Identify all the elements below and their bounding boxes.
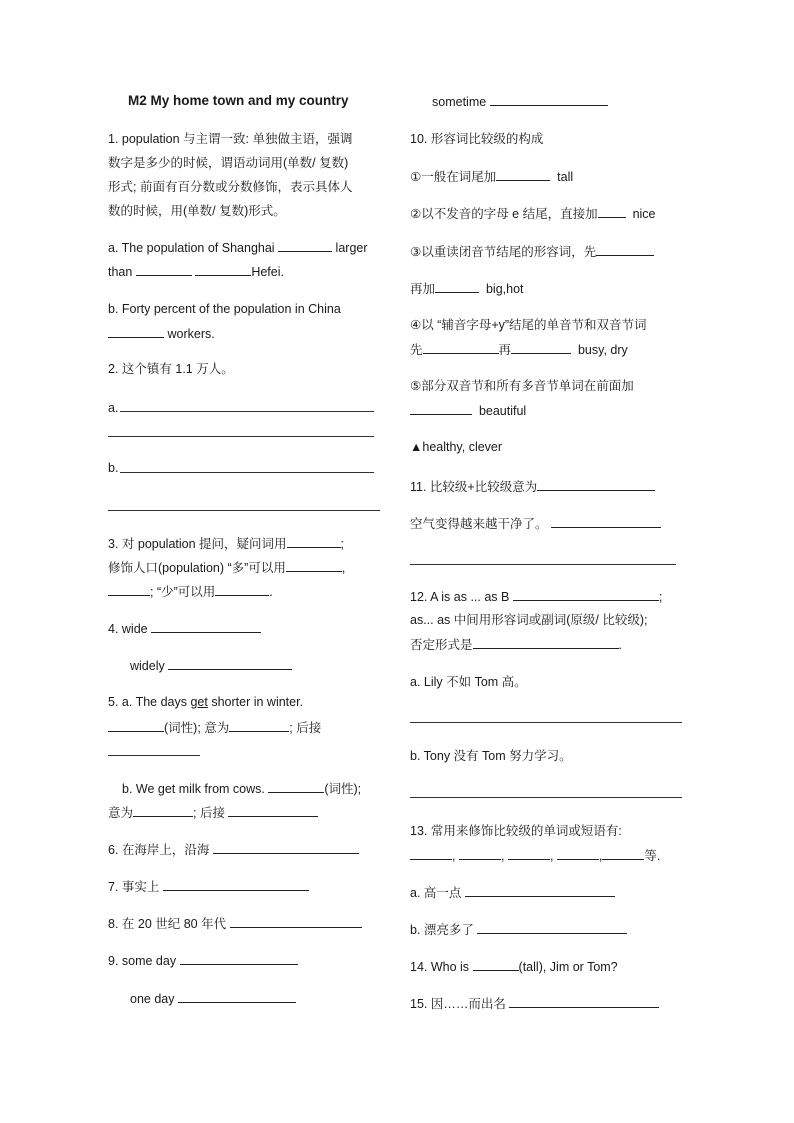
q1b-blank[interactable]	[108, 324, 164, 338]
q3-line3	[108, 582, 273, 601]
q2b-answer-line-2[interactable]	[108, 510, 380, 511]
q12a-prompt: a. Lily 不如 Tom 高。	[410, 675, 527, 689]
q5a-text-4: ; 后接	[289, 721, 322, 735]
q11-blank[interactable]	[537, 477, 655, 491]
r3-text-2: 再加	[410, 282, 436, 296]
q12-line2: as... as 中间用形容词或副词(原级/ 比较级);	[410, 613, 648, 627]
q12-text-1: 12. A is as ... as B	[410, 590, 510, 604]
q5b-line1	[122, 779, 361, 798]
q10-rule3-line2	[410, 279, 524, 298]
q13-sep-3: ,	[549, 849, 554, 863]
r2-example: nice	[632, 207, 656, 221]
r3-example: big,hot	[485, 282, 524, 296]
q1b-line1: b. Forty percent of the population in China	[108, 302, 341, 316]
q4-line	[108, 619, 261, 638]
q5b-text-1: b. We get milk from cows.	[122, 782, 265, 796]
q3-blank-3[interactable]	[108, 582, 150, 596]
q11b-text: 空气变得越来越干净了。	[410, 517, 548, 531]
q14-text-1: 14. Who is	[410, 960, 470, 974]
r4-text-3: 再	[498, 343, 512, 357]
q1a-line2	[108, 262, 284, 281]
q3-text-5: ; “少”可以用	[150, 585, 216, 599]
q2b-answer-line-1[interactable]	[120, 472, 374, 473]
q3-text-3: 修饰人口(population) “多”可以用	[108, 561, 286, 575]
q5b-blank-1[interactable]	[268, 779, 324, 793]
q13b-text: b. 漂亮多了	[410, 923, 474, 937]
q11-text: 11. 比较级+比较级意为	[410, 480, 538, 494]
q13-blank-3[interactable]	[508, 846, 550, 860]
q5a-text-2: shorter in winter.	[207, 695, 304, 709]
q15-text: 15. 因……而出名	[410, 997, 506, 1011]
r1-example: tall	[557, 170, 574, 184]
q1-line2: 数字是多少的时候，谓语动词用(单数/ 复数)	[108, 156, 349, 170]
q9-text: 9. some day	[108, 954, 177, 968]
q7-blank[interactable]	[163, 877, 309, 891]
r5-example: beautiful	[478, 404, 527, 418]
q13-sep-1: ,	[452, 849, 456, 863]
q8-blank[interactable]	[230, 914, 362, 928]
q14-text-2: (tall), Jim or Tom?	[518, 960, 618, 974]
q3-line1	[108, 534, 344, 553]
r5-blank[interactable]	[410, 401, 472, 415]
q12-text-5: .	[618, 638, 622, 652]
q10-rule2	[410, 204, 656, 223]
q11b-blank[interactable]	[551, 514, 661, 528]
q10-rule3-line1	[410, 242, 654, 261]
q12b-answer-line[interactable]	[410, 797, 682, 798]
q13-sep-2: ,	[500, 849, 505, 863]
q14-blank[interactable]	[473, 957, 519, 971]
triangle-note: ▲healthy, clever	[410, 440, 503, 454]
q5a-blank-2[interactable]	[229, 718, 289, 732]
q10-rule4-line2	[410, 340, 628, 359]
q13-blank-5[interactable]	[602, 846, 644, 860]
q12-blank-1[interactable]	[513, 587, 659, 601]
q3-blank-1[interactable]	[287, 534, 341, 548]
q13b-blank[interactable]	[477, 920, 627, 934]
q13-blank-2[interactable]	[459, 846, 501, 860]
q11-line	[410, 477, 655, 496]
q2a-label: a.	[108, 401, 119, 415]
q2-prompt: 2. 这个镇有 1.1 万人。	[108, 362, 234, 376]
q3-text-6: .	[269, 585, 273, 599]
q5a-text-1: 5. a. The days	[108, 695, 191, 709]
r3-blank-1[interactable]	[596, 242, 654, 256]
q13-blank-1[interactable]	[410, 846, 452, 860]
q4b-blank[interactable]	[168, 656, 292, 670]
q2b-label: b.	[108, 461, 119, 475]
q5a-blank-1[interactable]	[108, 718, 164, 732]
q5a-underlined-word: get	[190, 695, 208, 709]
r2-blank[interactable]	[598, 204, 626, 218]
q3-line2	[108, 558, 345, 577]
sometime-line	[432, 92, 608, 111]
q5b-blank-2[interactable]	[133, 803, 193, 817]
q12-text-2: ;	[658, 590, 663, 604]
q1a-text-3: than	[108, 265, 133, 279]
q1-line1: 1. population 与主谓一致: 单独做主语，强调	[108, 132, 353, 146]
r3-text: ③以重读闭音节结尾的形容词，先	[410, 245, 597, 259]
q10-rule5-line2	[410, 401, 526, 420]
q12-line3	[410, 635, 622, 654]
q7-text: 7. 事实上	[108, 880, 160, 894]
q8-text: 8. 在 20 世纪 80 年代	[108, 917, 227, 931]
q10-rule4-line1: ④以 “辅音字母+y”结尾的单音节和双音节词	[410, 318, 647, 332]
q1a-text-2: larger	[335, 241, 368, 255]
q14-line	[410, 957, 618, 976]
q13-blanks	[410, 846, 660, 865]
q5b-text-2: (词性);	[324, 782, 362, 796]
q3-blank-2[interactable]	[286, 558, 342, 572]
q9b-text: one day	[130, 992, 175, 1006]
r1-text: ①一般在词尾加	[410, 170, 497, 184]
q13b-line	[410, 920, 627, 939]
q11b-line	[410, 514, 661, 533]
q9b-blank[interactable]	[178, 989, 296, 1003]
q3-blank-4[interactable]	[215, 582, 269, 596]
q3-text-4: ,	[341, 561, 346, 575]
q9b-line	[130, 989, 296, 1008]
page-title: M2 My home town and my country	[128, 93, 349, 108]
q1a-blank-2[interactable]	[136, 262, 192, 276]
q1a-blank-1[interactable]	[278, 238, 332, 252]
r4-blank-2[interactable]	[511, 340, 571, 354]
q5b-text-4: ; 后接	[193, 806, 225, 820]
q13-sep-4: ,	[598, 849, 603, 863]
q12-text-4: 否定形式是	[410, 638, 473, 652]
q9-line	[108, 951, 298, 970]
q12-line1	[410, 587, 662, 606]
q5a-blank-3[interactable]	[108, 755, 200, 756]
q5a-line1	[108, 693, 303, 711]
q13-end: 等.	[644, 849, 661, 863]
q4-blank[interactable]	[151, 619, 261, 633]
r2-text: ②以不发音的字母 e 结尾，直接加	[410, 207, 598, 221]
q3-text-1: 3. 对 population 提问，疑问词用	[108, 537, 287, 551]
q7-line	[108, 877, 309, 896]
q1b-text-2: workers.	[167, 327, 215, 341]
q6-blank[interactable]	[213, 840, 359, 854]
r3-blank-2[interactable]	[435, 279, 479, 293]
q1a-blank-3[interactable]	[195, 262, 251, 276]
q4-text: 4. wide	[108, 622, 148, 636]
q1-line3: 形式; 前面有百分数或分数修饰，表示具体人	[108, 180, 353, 194]
q5b-line2	[108, 803, 318, 822]
q12-blank-2[interactable]	[473, 635, 619, 649]
q3-text-2: ;	[340, 537, 345, 551]
q4b-line	[130, 656, 292, 675]
q2a-answer-line-1[interactable]	[120, 411, 374, 412]
q1a-line1	[108, 238, 368, 257]
q13-blank-4[interactable]	[557, 846, 599, 860]
q11b-answer-line[interactable]	[410, 564, 676, 565]
q1-line4: 数的时候，用(单数/ 复数)形式。	[108, 204, 286, 218]
q8-line	[108, 914, 362, 933]
r4-blank-1[interactable]	[423, 340, 499, 354]
q12a-answer-line[interactable]	[410, 722, 682, 723]
q6-text: 6. 在海岸上，沿海	[108, 843, 210, 857]
q10-rule1	[410, 167, 573, 186]
q6-line	[108, 840, 359, 859]
q5a-text-3: (词性); 意为	[164, 721, 230, 735]
q9-blank[interactable]	[180, 951, 298, 965]
r4-text-2: 先	[410, 343, 423, 357]
q12b-prompt: b. Tony 没有 Tom 努力学习。	[410, 749, 572, 763]
q13a-text: a. 高一点	[410, 886, 462, 900]
q13a-blank[interactable]	[465, 883, 615, 897]
q4b-text: widely	[130, 659, 165, 673]
q2a-answer-line-2[interactable]	[108, 436, 374, 437]
q5a-line2	[108, 718, 321, 737]
q13a-line	[410, 883, 615, 902]
q5b-blank-3[interactable]	[228, 803, 318, 817]
q5b-text-3: 意为	[108, 806, 134, 820]
q1a-text: a. The population of Shanghai	[108, 241, 275, 255]
q1a-text-4: Hefei.	[251, 265, 284, 279]
q13-line: 13. 常用来修饰比较级的单词或短语有:	[410, 824, 622, 838]
q10-title: 10. 形容词比较级的构成	[410, 132, 544, 146]
sometime-text: sometime	[432, 95, 487, 109]
sometime-blank[interactable]	[490, 92, 608, 106]
q15-blank[interactable]	[509, 994, 659, 1008]
q10-rule5-line1: ⑤部分双音节和所有多音节单词在前面加	[410, 379, 634, 393]
r1-blank[interactable]	[496, 167, 550, 181]
q1b-line2	[108, 324, 215, 343]
r4-example: busy, dry	[577, 343, 628, 357]
q15-line	[410, 994, 659, 1013]
